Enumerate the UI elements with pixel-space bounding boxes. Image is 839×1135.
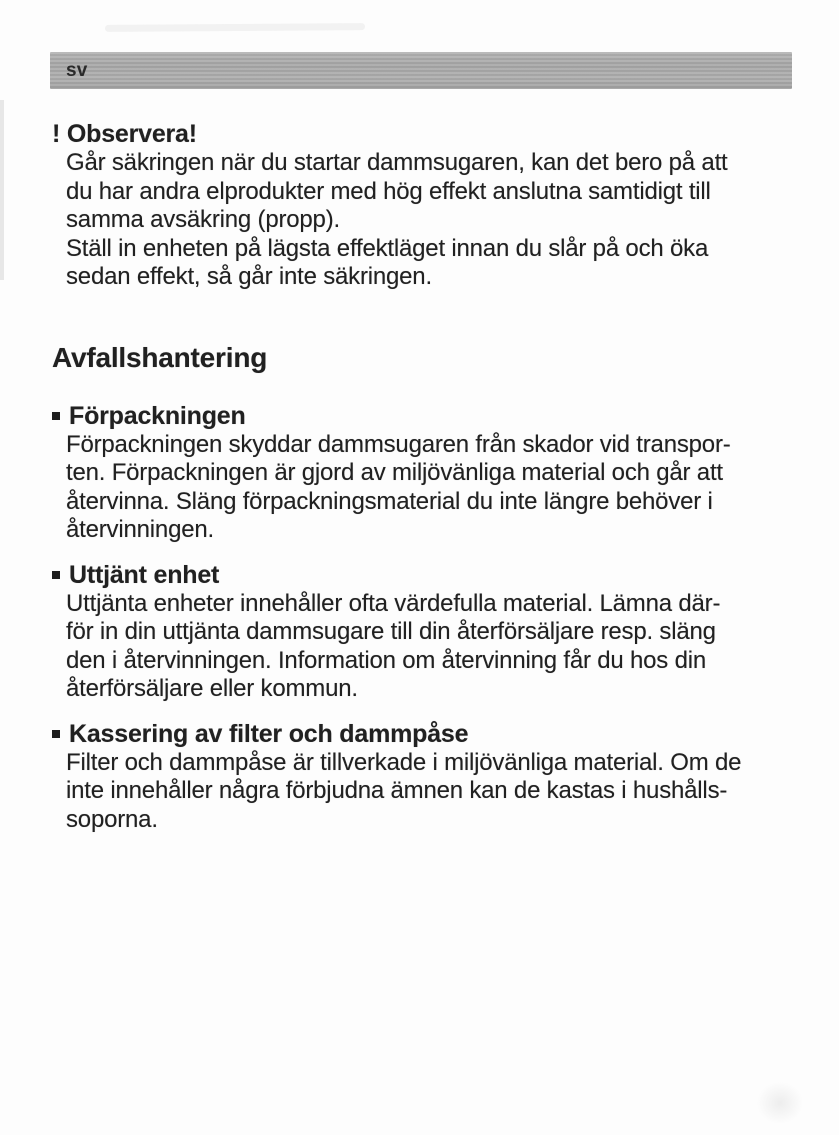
item-body	[52, 749, 794, 835]
list-item-kassering	[52, 720, 794, 835]
section-title: Avfallshantering	[52, 341, 268, 373]
item-line: inte innehåller några förbjudna ämnen kan de kastas i hushålls-	[66, 777, 728, 804]
page-content	[52, 120, 794, 834]
item-line: återförsäljare eller kommun.	[66, 675, 358, 702]
item-heading: Uttjänt enhet	[69, 560, 220, 589]
item-heading-row	[52, 720, 794, 749]
item-line: Förpackningen skyddar dammsugaren från skador vid transpor-	[66, 430, 731, 458]
item-line: Filter och dammpåse är tillverkade i miljövänliga material. Om de	[66, 748, 742, 776]
scan-artifact	[105, 23, 365, 32]
notice-line: Ställ in enheten på lägsta effektläget innan du slår på och öka	[66, 234, 709, 262]
bullet-square-icon	[52, 412, 60, 420]
item-line: den i återvinningen. Information om återvinning får du hos din	[66, 646, 706, 674]
bullet-square-icon	[52, 571, 60, 579]
notice-title: ! Observera!	[52, 120, 197, 148]
item-line: Uttjänta enheter innehåller ofta värdefulla material. Lämna där-	[66, 589, 721, 617]
item-heading-row	[52, 561, 794, 590]
item-line: för in din uttjänta dammsugare till din återförsäljare resp. släng	[66, 618, 716, 645]
item-line: återvinningen.	[66, 516, 214, 543]
item-line: ten. Förpackningen är gjord av miljövänliga material och går att	[66, 459, 723, 486]
list-item-forpackningen	[52, 402, 794, 545]
notice-line: Går säkringen när du startar dammsugaren, kan det bero på att	[66, 149, 728, 176]
bullet-square-icon	[52, 730, 60, 738]
item-heading: Kassering av filter och dammpåse	[69, 719, 469, 748]
scan-artifact	[0, 100, 4, 280]
item-heading-row	[52, 402, 794, 431]
item-heading: Förpackningen	[69, 401, 246, 430]
notice-line: du har andra elprodukter med hög effekt anslutna samtidigt till	[66, 177, 711, 205]
item-line: återvinna. Släng förpackningsmaterial du inte längre behöver i	[66, 487, 713, 515]
list-item-uttjant-enhet	[52, 561, 794, 704]
notice-line: sedan effekt, så går inte säkringen.	[66, 263, 432, 290]
language-tag: sv	[66, 59, 88, 81]
item-line: soporna.	[66, 805, 158, 833]
item-body	[52, 431, 794, 545]
notice-line: samma avsäkring (propp).	[66, 206, 340, 233]
scan-artifact	[757, 1082, 803, 1124]
item-body	[52, 590, 794, 704]
language-bar	[50, 52, 792, 89]
notice-section	[52, 120, 794, 292]
notice-body	[52, 149, 794, 292]
